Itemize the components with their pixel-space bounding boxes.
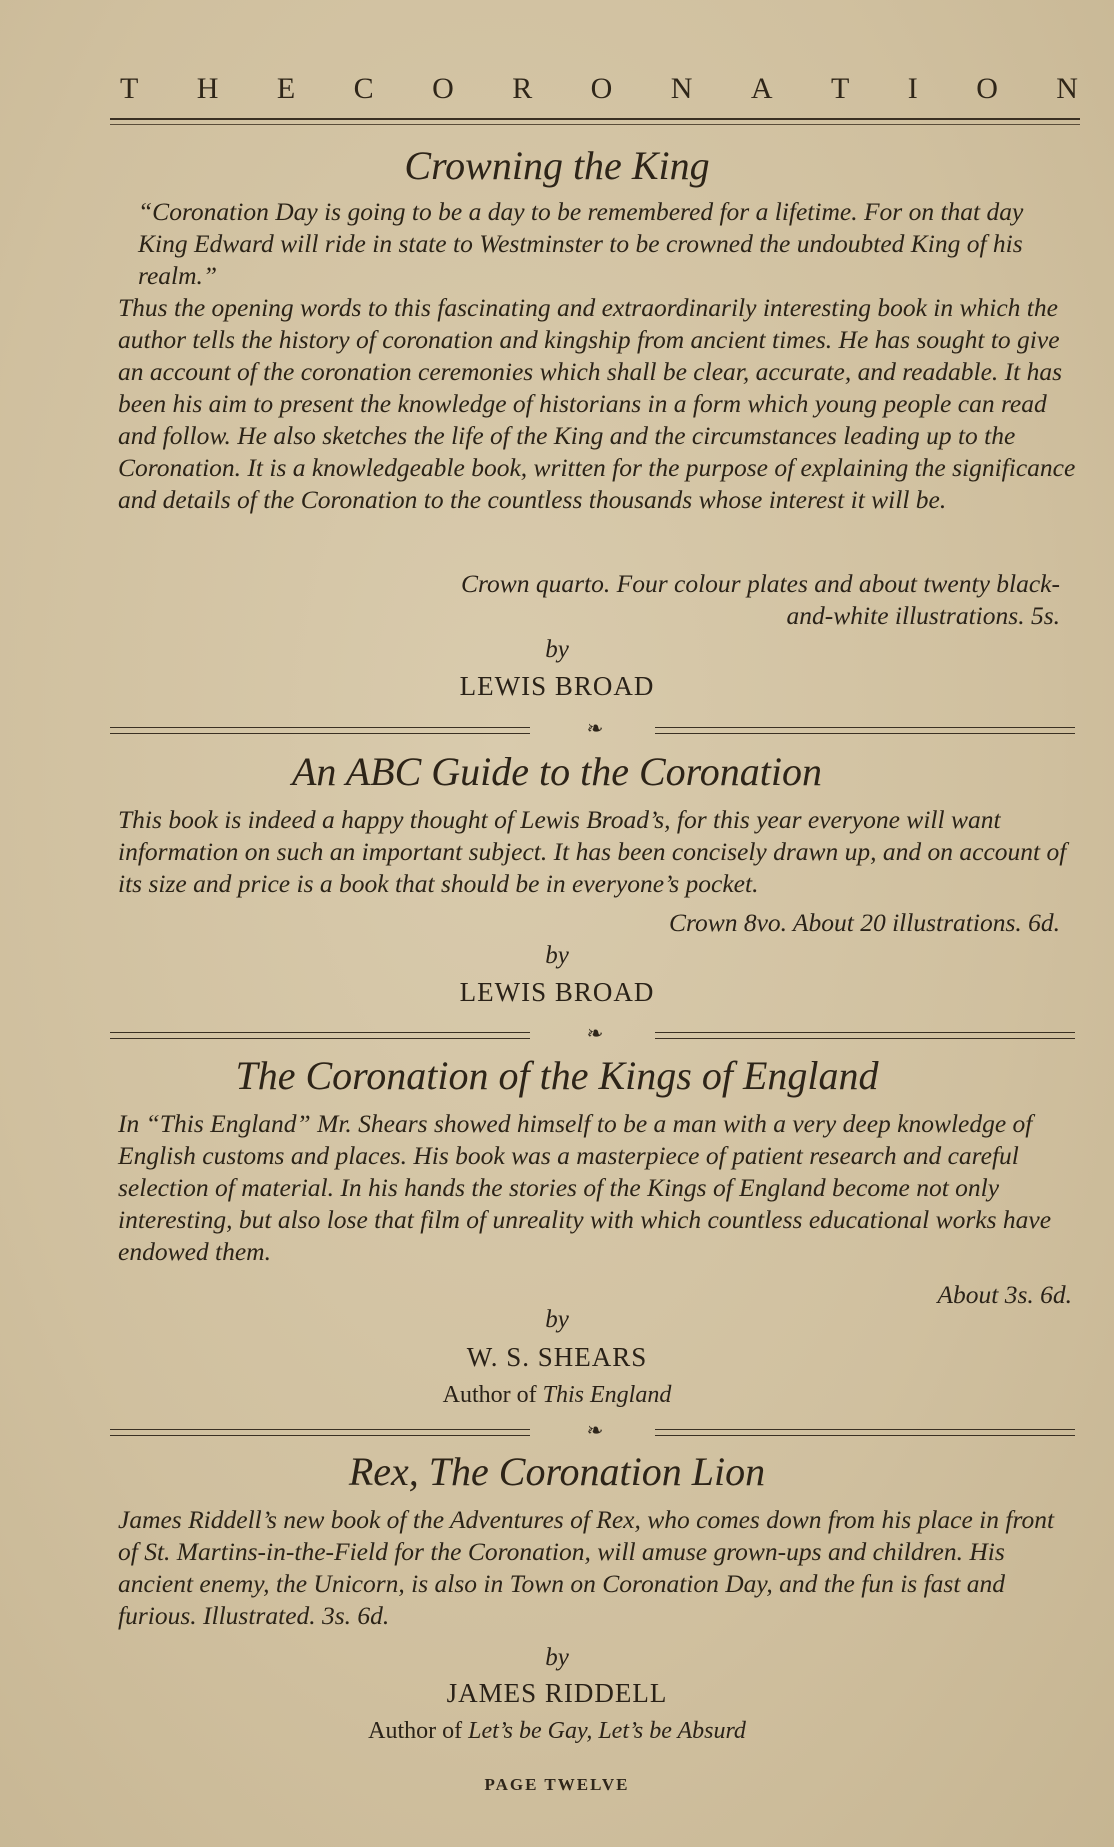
section-title: Rex, The Coronation Lion xyxy=(348,1449,766,1494)
running-head-letter: O xyxy=(432,72,456,105)
page-number: PAGE TWELVE xyxy=(484,1775,630,1794)
section-body xyxy=(118,804,1078,900)
section-details: About 3s. 6d. xyxy=(937,1280,1072,1309)
running-head-letter: E xyxy=(276,72,298,105)
running-head xyxy=(120,72,1080,106)
divider-ornament-icon: ❧ xyxy=(586,718,604,740)
running-head-letter: A xyxy=(750,72,775,105)
section-divider xyxy=(110,1420,1075,1444)
running-head-letter: N xyxy=(1056,72,1080,105)
running-head-letter: N xyxy=(670,72,695,105)
author-of-prefix: Author of xyxy=(442,1382,537,1408)
author-name: LEWIS BROAD xyxy=(459,671,655,701)
running-head-letter: O xyxy=(976,72,1000,105)
section-title: An ABC Guide to the Coronation xyxy=(292,749,822,794)
section-details: Crown quarto. Four colour plates and about twenty black-and-white illustrations. 5s. xyxy=(461,569,1060,630)
running-head-letter: O xyxy=(590,72,615,105)
by-label: by xyxy=(545,636,569,663)
author-name: LEWIS BROAD xyxy=(459,977,655,1007)
section-divider xyxy=(110,718,1075,742)
running-head-letter: C xyxy=(353,72,376,105)
head-rule-thin xyxy=(110,124,1080,125)
running-head-letter: T xyxy=(120,72,141,105)
section-paragraph: In “This England” Mr. Shears showed himself to be a man with a very deep knowledge of English customs and places. His book was a masterpiece of patient research and careful selection of material. In his hands the stories of the Kings of England become not only interesting, but also lose that film of unreality with which countless educational works have endowed them. xyxy=(118,1109,1052,1266)
by-label: by xyxy=(545,942,569,969)
section-divider xyxy=(110,1023,1075,1047)
author-of-line xyxy=(0,1718,1114,1745)
author-of-title: Let’s be Gay, Let’s be Absurd xyxy=(468,1718,746,1744)
author-of-line xyxy=(0,1382,1114,1409)
section-paragraph: This book is indeed a happy thought of Lewis Broad’s, for this year everyone will want information on such an important subject. It has been concisely drawn up, and on account of its size and price is a book that should be in everyone’s pocket. xyxy=(118,805,1067,898)
section-title: The Coronation of the Kings of England xyxy=(235,1053,879,1098)
running-head-letter: T xyxy=(830,72,852,105)
divider-ornament-icon: ❧ xyxy=(586,1420,604,1442)
head-rule xyxy=(110,118,1080,120)
running-head-letter: H xyxy=(196,72,221,105)
section-paragraph: James Riddell’s new book of the Adventures of Rex, who comes down from his place in front of St. Martins-in-the-Field for the Coronation, will amuse grown-ups and children. His ancient enemy, the Unicorn, is also in Town on Coronation Day, and the fun is fast and furious. Illustrated. 3s. 6d. xyxy=(118,1505,1055,1630)
divider-ornament-icon: ❧ xyxy=(586,1023,604,1045)
author-of-prefix: Author of xyxy=(368,1718,463,1744)
section-quote: “Coronation Day is going to be a day to be remembered for a lifetime. For on that day King Edward will ride in state to Westminster to be crowned the undoubted King of his realm.” xyxy=(138,197,1024,290)
section-body xyxy=(118,1108,1078,1268)
by-label: by xyxy=(545,1644,569,1671)
author-of-title: This England xyxy=(542,1382,672,1408)
author-name: JAMES RIDDELL xyxy=(446,1678,668,1708)
section-body xyxy=(118,1504,1078,1632)
running-head-letter: R xyxy=(512,72,535,105)
section-details: Crown 8vo. About 20 illustrations. 6d. xyxy=(668,908,1060,937)
running-head-letter: I xyxy=(907,72,920,105)
section-body xyxy=(118,196,1078,516)
section-title: Crowning the King xyxy=(404,143,710,188)
author-name: W. S. SHEARS xyxy=(466,1342,648,1372)
section-paragraph: Thus the opening words to this fascinating and extraordinarily interesting book in which the author tells the history of coronation and kingship from ancient times. He has sought to give an account of the coronation ceremonies which shall be clear, accurate, and readable. It has been his aim to present the knowledge of historians in a form which young people can read and follow. He also sketches the life of the King and the circumstances leading up to the Coronation. It is a knowledgeable book, written for the purpose of explaining the significance and details of the Coronation to the countless thousands whose interest it will be. xyxy=(118,293,1076,514)
by-label: by xyxy=(545,1306,569,1333)
